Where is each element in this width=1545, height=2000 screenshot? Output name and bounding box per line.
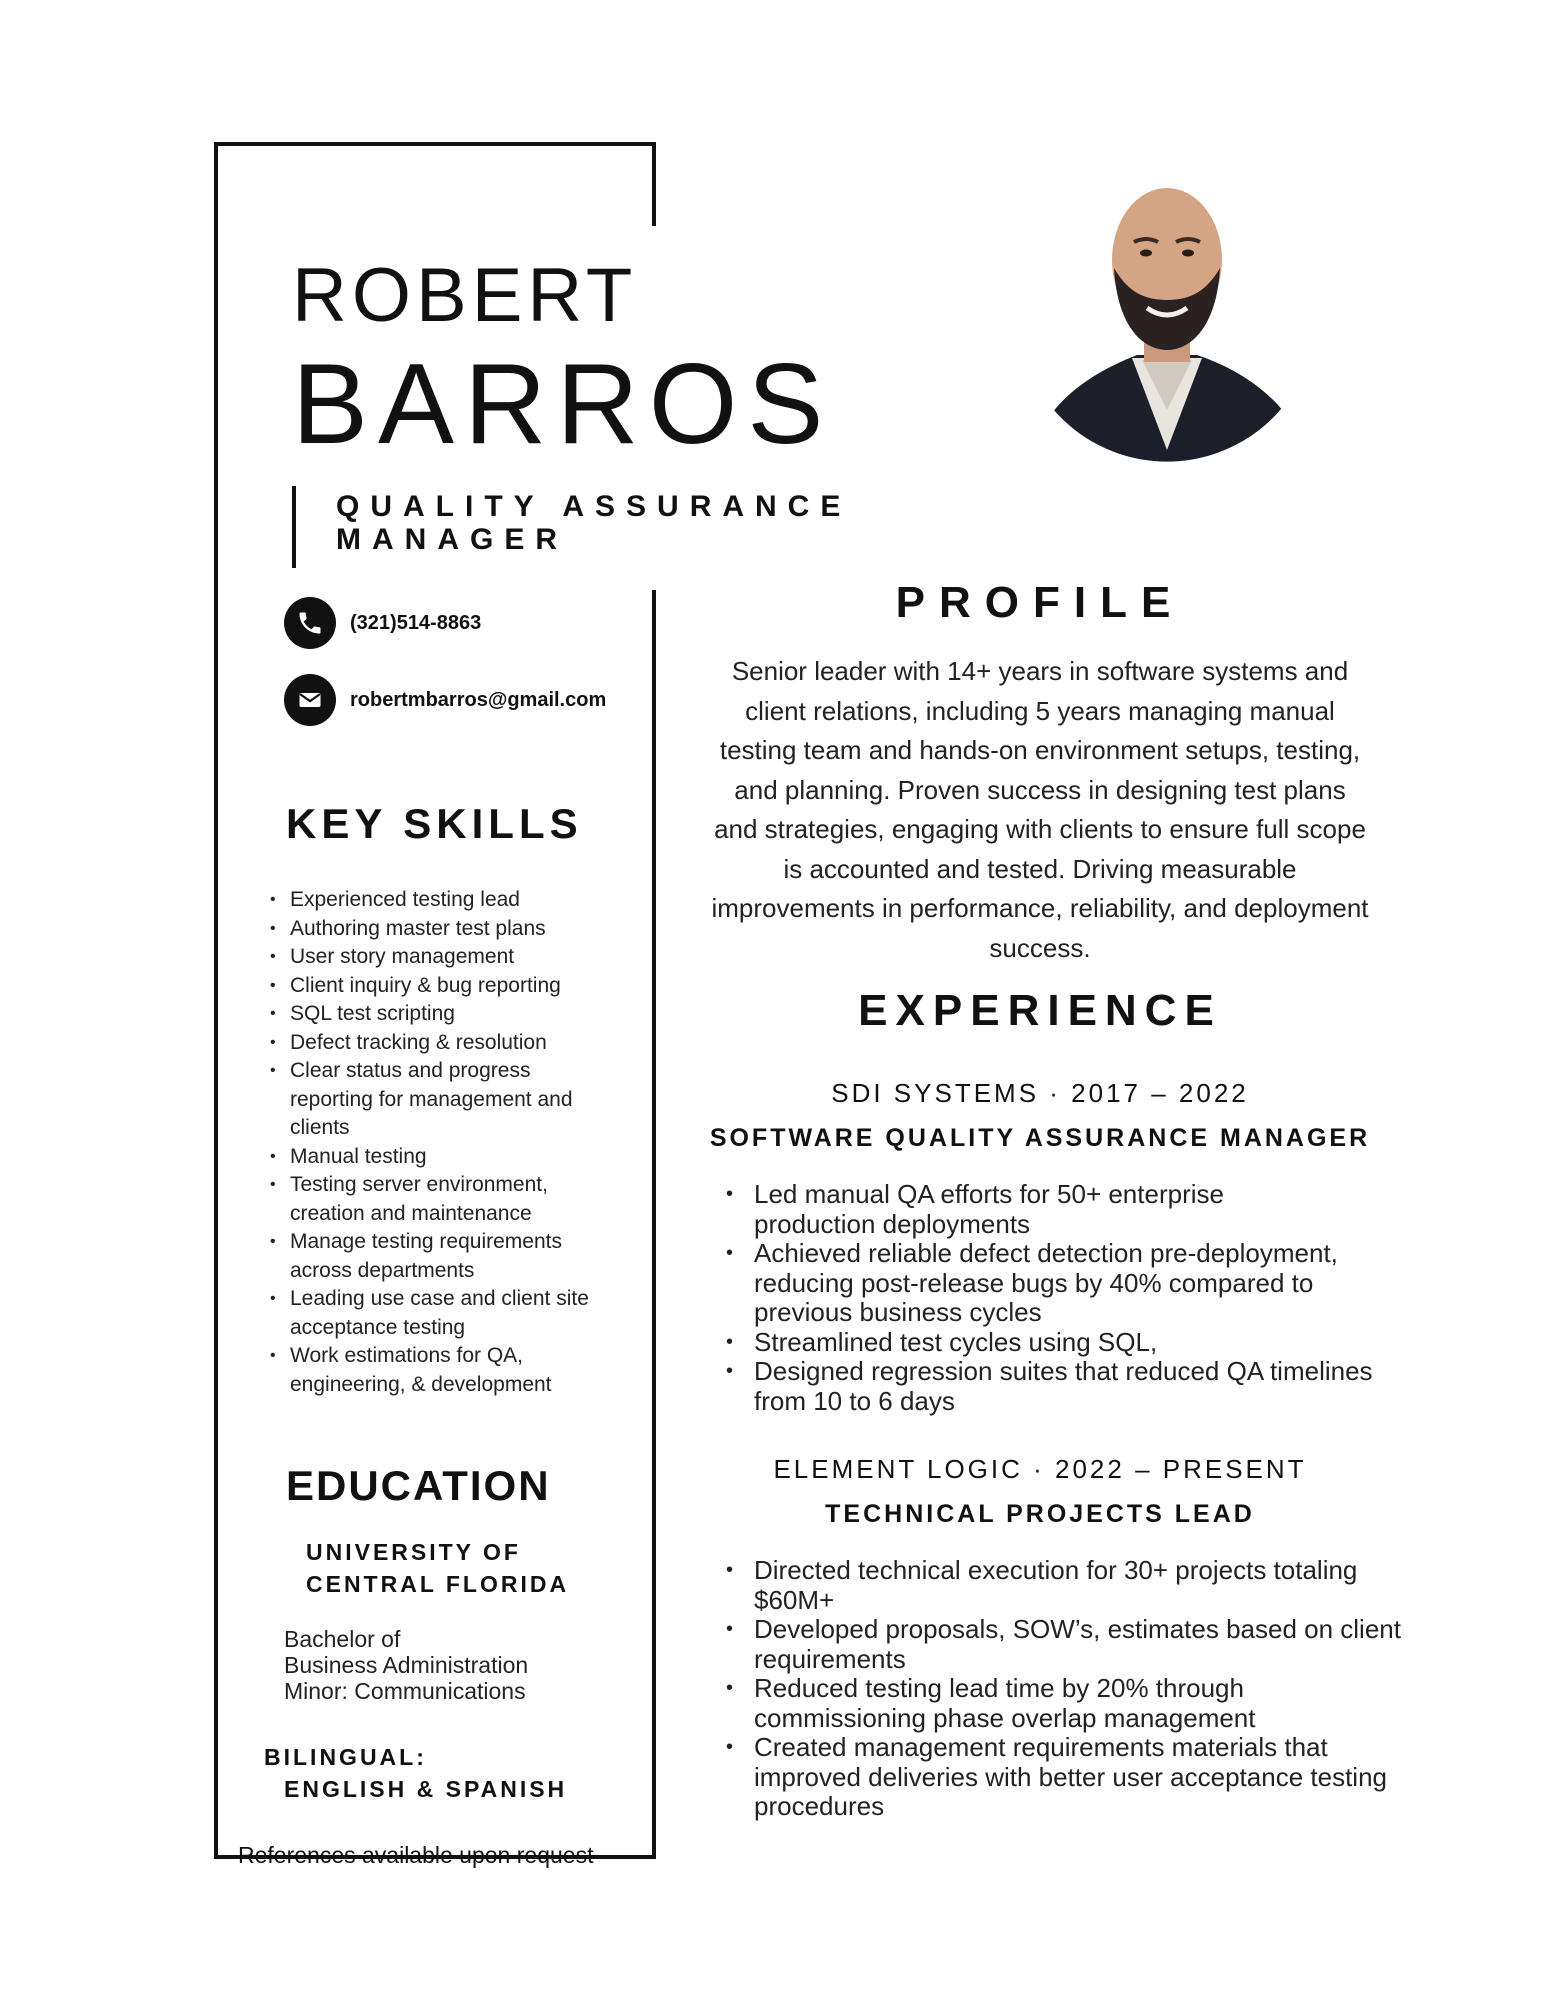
job-bullet: • Designed regression suites that reduced QA timelines from 10 to 6 days	[724, 1357, 1374, 1416]
profile-summary	[700, 652, 1380, 968]
last-name: BARROS	[292, 341, 834, 468]
bilingual-label: BILINGUAL:	[264, 1744, 427, 1770]
frame-left-border	[214, 142, 218, 1859]
skills-list	[270, 886, 630, 1399]
degree	[284, 1626, 644, 1704]
key-skills-heading: KEY SKILLS	[286, 800, 583, 847]
job-bullet: • Reduced testing lead time by 20% through commissioning phase overlap management	[724, 1674, 1374, 1733]
job-title-role: TECHNICAL PROJECTS LEAD	[825, 1500, 1255, 1528]
degree-minor: Minor: Communications	[284, 1678, 526, 1704]
frame-right-border-lower	[652, 590, 656, 1859]
skill-item: • Leading use case and client site acceptance testing	[270, 1285, 610, 1342]
mail-icon	[284, 674, 336, 726]
job-bullet: • Streamlined test cycles using SQL,	[724, 1328, 1404, 1358]
email-address[interactable]: robertmbarros@gmail.com	[350, 688, 607, 711]
skill-item: • Client inquiry & bug reporting	[270, 972, 630, 1001]
skill-item: • User story management	[270, 943, 630, 972]
frame-right-border-upper	[652, 142, 656, 226]
contact-email	[284, 674, 606, 726]
job-bullets	[724, 1180, 1404, 1416]
skill-item: • Clear status and progress reporting for management and clients	[270, 1057, 580, 1143]
education-heading: EDUCATION	[286, 1462, 551, 1509]
contact-phone	[284, 597, 481, 649]
job-bullets	[724, 1556, 1404, 1822]
job-company-dates: ELEMENT LOGIC · 2022 – PRESENT	[773, 1454, 1307, 1484]
experience-heading: EXPERIENCE	[858, 986, 1222, 1035]
university-name: UNIVERSITY OF CENTRAL FLORIDA	[306, 1539, 570, 1597]
references-note: References available upon request	[238, 1842, 594, 1868]
profile-heading: PROFILE	[895, 578, 1185, 627]
job-title-role: SOFTWARE QUALITY ASSURANCE MANAGER	[709, 1124, 1371, 1152]
title-accent-bar	[292, 486, 296, 568]
skill-item: • Testing server environment, creation and maintenance	[270, 1171, 590, 1228]
skill-item: • Experienced testing lead	[270, 886, 630, 915]
skill-item: • Authoring master test plans	[270, 915, 630, 944]
frame-top-border	[214, 142, 656, 146]
job-bullet: • Led manual QA efforts for 50+ enterprise production deployments	[724, 1180, 1274, 1239]
skill-item: • Manual testing	[270, 1143, 630, 1172]
bilingual-languages: ENGLISH & SPANISH	[284, 1776, 568, 1802]
job-bullet: • Directed technical execution for 30+ projects totaling $60M+	[724, 1556, 1374, 1615]
profile-photo	[1022, 150, 1312, 480]
skill-item: • Manage testing requirements across departments	[270, 1228, 610, 1285]
job-bullet: • Created management requirements materials that improved deliveries with better user acceptance testing procedures	[724, 1733, 1394, 1822]
phone-icon	[284, 597, 336, 649]
skill-item: • Defect tracking & resolution	[270, 1029, 630, 1058]
degree-line-2: Business Administration	[284, 1652, 529, 1678]
job-company-dates: SDI SYSTEMS · 2017 – 2022	[831, 1078, 1249, 1108]
degree-line-1: Bachelor of	[284, 1626, 401, 1652]
job-bullet: • Developed proposals, SOW’s, estimates based on client requirements	[724, 1615, 1404, 1674]
job-bullet: • Achieved reliable defect detection pre-deployment, reducing post-release bugs by 40% compared to previous business cycles	[724, 1239, 1414, 1328]
phone-number[interactable]: (321)514-8863	[350, 611, 482, 634]
first-name: ROBERT	[292, 253, 638, 338]
skill-item: • Work estimations for QA, engineering, & development	[270, 1342, 610, 1399]
skill-item: • SQL test scripting	[270, 1000, 630, 1029]
profile-summary-text: Senior leader with 14+ years in software systems and client relations, including 5 years managing manual testing team and hands-on environment setups, testing, and planning. Proven success in designing test plans and strategies, engaging with clients to ensure full scope is accounted and tested. Driving measurable improvements in performance, reliability, and deployment success.	[711, 656, 1369, 963]
job-title: QUALITY ASSURANCE MANAGER	[336, 490, 852, 556]
